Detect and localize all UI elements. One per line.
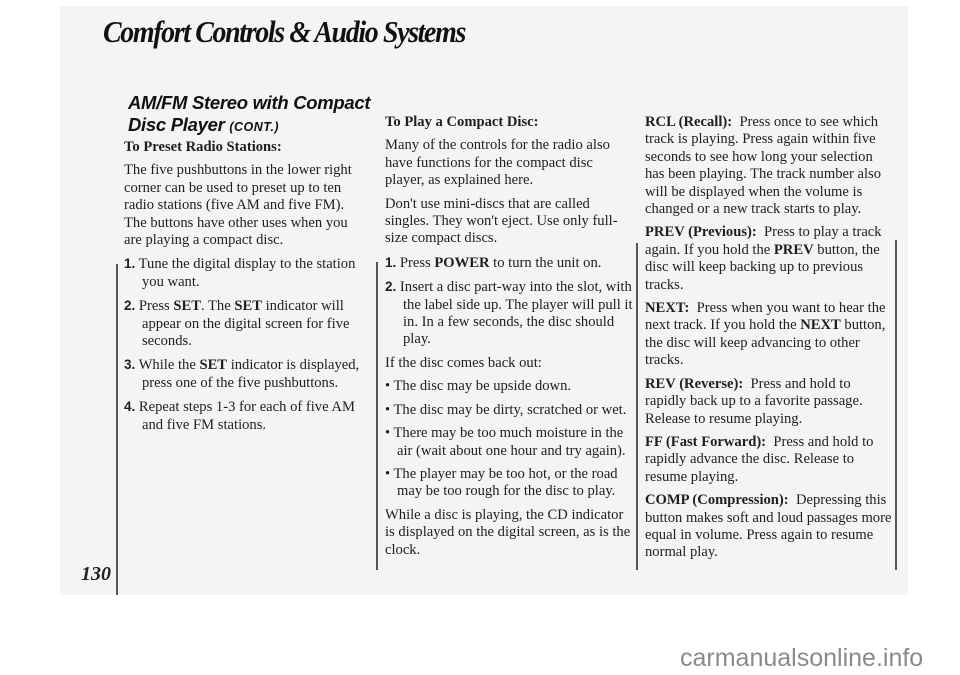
if-disc-out: If the disc comes back out: [385, 354, 542, 371]
preset-step-1: 1. Tune the digital display to the station you want. [124, 256, 356, 290]
page-title: Comfort Controls & Audio Systems [103, 14, 465, 49]
section-title-text: AM/FM Stereo with Compact Disc Player [128, 92, 371, 135]
play-cd-p2: Don't use mini-discs that are called singles. They won't eject. Use only full-size compact discs. [385, 195, 618, 247]
column-cd-controls [645, 114, 895, 568]
column-divider [376, 262, 378, 570]
bullet-item: • The disc may be upside down. [385, 378, 572, 395]
bullet-item: • The player may be too hot, or the road may be too rough for the disc to play. [385, 465, 618, 500]
preset-step-4: 4. Repeat steps 1-3 for each of five AM and five FM stations. [124, 399, 355, 433]
play-step-1: 1. Press POWER to turn the unit on. [385, 254, 602, 271]
column-divider [116, 264, 118, 595]
play-cd-p1: Many of the controls for the radio also have functions for the compact disc player, as explained here. [385, 137, 610, 189]
entry-next: NEXT: Press when you want to hear the next track. If you hold the NEXT button, the disc will keep advancing to other tracks. [645, 300, 886, 369]
bullet-item: • There may be too much moisture in the air (wait about one hour and try again). [385, 425, 626, 459]
preset-step-3: 3. While the SET indicator is displayed, press one of the five pushbuttons. [124, 357, 360, 391]
bullet-item: • The disc may be dirty, scratched or wet. [385, 401, 627, 418]
page-number: 130 [81, 563, 111, 585]
play-cd-closing: While a disc is playing, the CD indicator is displayed on the digital screen, as is the clock. [385, 506, 631, 558]
section-cont: (CONT.) [229, 120, 280, 134]
heading-preset: To Preset Radio Stations: [124, 139, 282, 155]
entry-rcl: RCL (Recall): Press once to see which track is playing. Press again within five seconds to see how long your selection has been playing. The track number also will be displayed when the volume is changed or a new track starts to play. [645, 114, 881, 218]
column-preset-stations [124, 139, 369, 440]
play-step-2: 2. Insert a disc part-way into the slot, with the label side up. The player will pull it in. In a few seconds, the disc should play. [385, 279, 633, 348]
preset-step-2: 2. Press SET. The SET indicator will appear on the digital screen for five seconds. [124, 298, 350, 350]
entry-ff: FF (Fast Forward): Press and hold to rapidly advance the disc. Release to resume playing. [645, 433, 874, 485]
heading-play-cd: To Play a Compact Disc: [385, 114, 539, 130]
preset-intro: The five pushbuttons in the lower right corner can be used to preset up to ten radio stations (five AM and five FM). The buttons have other uses when you are playing a compact disc. [124, 162, 352, 249]
column-divider [636, 243, 638, 570]
entry-prev: PREV (Previous): Press to play a track again. If you hold the PREV button, the disc will keep backing up to previous tracks. [645, 224, 882, 293]
section-title [128, 92, 378, 138]
entry-comp: COMP (Compression): Depressing this button makes soft and loud passages more equal in volume. Press again to resume normal play. [645, 492, 892, 561]
column-play-cd [385, 114, 635, 565]
entry-rev: REV (Reverse): Press and hold to rapidly back up to a favorite passage. Release to resume playing. [645, 375, 863, 427]
column-divider [895, 240, 897, 570]
watermark: carmanualsonline.info [680, 644, 924, 672]
